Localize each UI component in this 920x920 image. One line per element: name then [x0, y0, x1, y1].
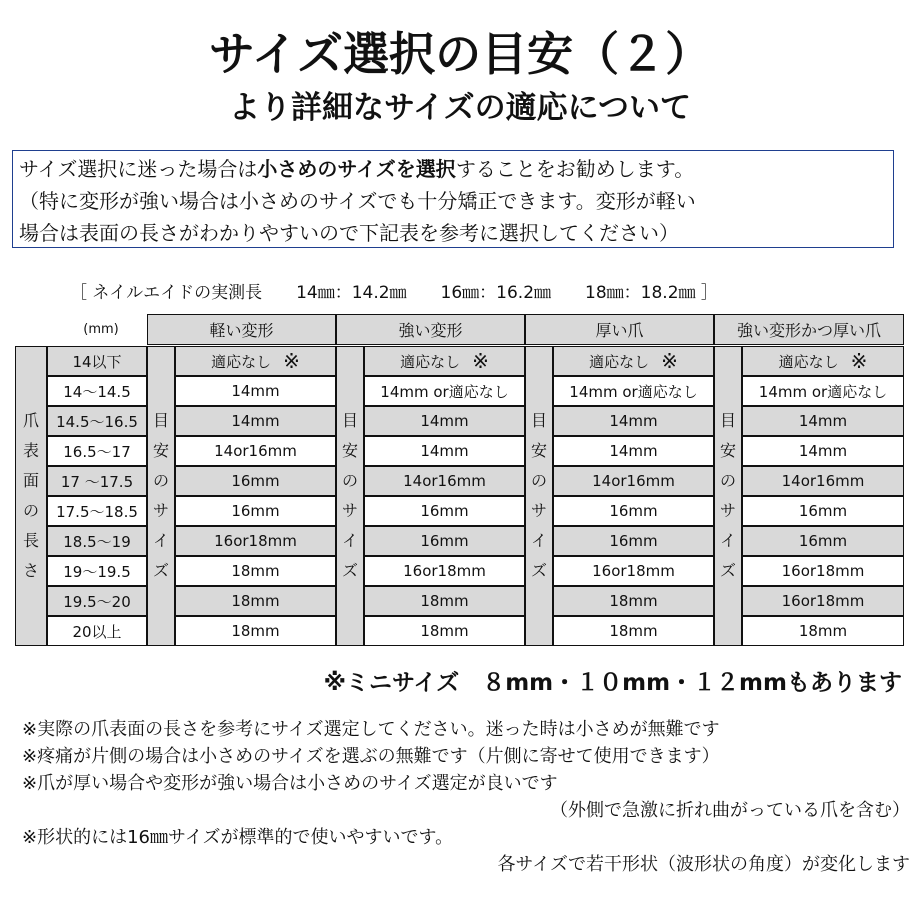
- size-label-char: イ: [152, 531, 169, 550]
- size-label-char: 安: [719, 441, 736, 460]
- size-cell: 16mm: [364, 496, 525, 526]
- side-label-char: さ: [22, 561, 39, 580]
- size-cell: 16or18mm: [364, 556, 525, 586]
- measured-length-line: ［ ネイルエイドの実測長 14㎜：14.2㎜ 16㎜：16.2㎜ 18㎜：18.2㎜ ］: [70, 283, 718, 303]
- side-label: [15, 346, 47, 646]
- size-cell: 14mm: [742, 436, 904, 466]
- size-label-char: ズ: [719, 561, 736, 580]
- length-cell: 14以下: [47, 346, 147, 376]
- size-label-column: [147, 346, 175, 646]
- size-cell: 16or18mm: [742, 586, 904, 616]
- size-cell: 18mm: [742, 616, 904, 646]
- size-label-char: 目: [152, 411, 169, 430]
- length-cell: 14.5～16.5: [47, 406, 147, 436]
- intro-line-1: サイズ選択に迷った場合は小さめのサイズを選択することをお勧めします。: [19, 157, 695, 181]
- length-cell: 19～19.5: [47, 556, 147, 586]
- size-cell: 16mm: [553, 496, 714, 526]
- size-cell: 14or16mm: [553, 466, 714, 496]
- size-label-char: 目: [530, 411, 547, 430]
- size-cell: 16or18mm: [742, 556, 904, 586]
- size-label-char: イ: [719, 531, 736, 550]
- note-mark: ※: [850, 349, 868, 373]
- size-label-char: の: [719, 471, 736, 490]
- category-header: 強い変形かつ厚い爪: [714, 314, 904, 345]
- intro-box: [12, 150, 894, 248]
- size-cell: 18mm: [175, 586, 336, 616]
- side-label-char: 表: [22, 441, 39, 460]
- size-cell: 14mm: [553, 436, 714, 466]
- size-label-char: 目: [719, 411, 736, 430]
- note-line: ※実際の爪表面の長さを参考にサイズ選定してください。迷った時は小さめが無難です: [22, 719, 720, 740]
- size-cell: 14mm: [175, 406, 336, 436]
- side-label-char: 爪: [22, 411, 39, 430]
- size-cell: 18mm: [175, 556, 336, 586]
- note-line: ※形状的には16㎜サイズが標準的で使いやすいです。: [22, 827, 454, 848]
- unit-label: (mm): [55, 314, 147, 345]
- size-label-char: ズ: [530, 561, 547, 580]
- length-cell: 16.5～17: [47, 436, 147, 466]
- size-label-char: サ: [152, 501, 169, 520]
- size-cell: 16mm: [175, 466, 336, 496]
- length-cell: 17 ～17.5: [47, 466, 147, 496]
- size-label-char: 安: [152, 441, 169, 460]
- intro-line-3: 場合は表面の長さがわかりやすいので下記表を参考に選択してください）: [19, 221, 679, 245]
- size-cell: 14mm or適応なし: [553, 376, 714, 406]
- notes: [22, 716, 910, 878]
- size-label-char: 目: [341, 411, 358, 430]
- size-cell: 14mm: [364, 436, 525, 466]
- size-label-char: サ: [341, 501, 358, 520]
- size-cell: 14or16mm: [364, 466, 525, 496]
- note-line: （外側で急激に折れ曲がっている爪を含む）: [550, 800, 910, 821]
- size-cell: 適応なし ※: [742, 346, 904, 376]
- length-cell: 17.5～18.5: [47, 496, 147, 526]
- side-label-char: 長: [22, 531, 39, 550]
- length-cell: 18.5～19: [47, 526, 147, 556]
- size-label-column: [336, 346, 364, 646]
- size-cell: 適応なし ※: [364, 346, 525, 376]
- size-cell: 14mm or適応なし: [364, 376, 525, 406]
- intro-line-2: （特に変形が強い場合は小さめのサイズでも十分矯正できます。変形が軽い: [19, 189, 696, 213]
- note-mark: ※: [661, 349, 678, 373]
- length-cell: 19.5～20: [47, 586, 147, 616]
- size-label-char: イ: [530, 531, 547, 550]
- size-cell: 16mm: [175, 496, 336, 526]
- size-label-char: 安: [341, 441, 358, 460]
- note-mark: ※: [472, 349, 489, 373]
- size-label-char: ズ: [341, 561, 358, 580]
- side-label-char: 面: [22, 471, 39, 490]
- size-label-char: の: [341, 471, 358, 490]
- size-cell: 16mm: [742, 496, 904, 526]
- size-cell: 16mm: [364, 526, 525, 556]
- size-cell: 16mm: [553, 526, 714, 556]
- size-cell: 14mm or適応なし: [742, 376, 904, 406]
- page-subtitle: より詳細なサイズの適応について: [229, 90, 691, 126]
- size-cell: 16or18mm: [175, 526, 336, 556]
- size-label-char: ズ: [152, 561, 169, 580]
- size-cell: 14or16mm: [175, 436, 336, 466]
- page-title: サイズ選択の目安（２）: [208, 27, 712, 81]
- category-header: 厚い爪: [525, 314, 714, 345]
- size-label-char: の: [152, 471, 169, 490]
- size-cell: 18mm: [364, 616, 525, 646]
- size-cell: 14mm: [742, 406, 904, 436]
- category-header: 強い変形: [336, 314, 525, 345]
- note-line: 各サイズで若干形状（波形状の角度）が変化します: [497, 854, 910, 875]
- size-label-char: の: [530, 471, 547, 490]
- size-cell: 14or16mm: [742, 466, 904, 496]
- size-label-char: サ: [530, 501, 547, 520]
- size-cell: 適応なし ※: [553, 346, 714, 376]
- size-cell: 18mm: [553, 616, 714, 646]
- size-label-char: 安: [530, 441, 547, 460]
- size-cell: 16or18mm: [553, 556, 714, 586]
- size-cell: 18mm: [364, 586, 525, 616]
- size-label-column: [525, 346, 553, 646]
- note-line: ※疼痛が片側の場合は小さめのサイズを選ぶの無難です（片側に寄せて使用できます）: [22, 746, 720, 767]
- size-cell: 18mm: [175, 616, 336, 646]
- note-line: ※爪が厚い場合や変形が強い場合は小さめのサイズ選定が良いです: [22, 773, 558, 794]
- size-cell: 14mm: [364, 406, 525, 436]
- size-label-char: イ: [341, 531, 358, 550]
- length-cell: 20以上: [47, 616, 147, 646]
- side-label-char: の: [22, 501, 39, 520]
- size-cell: 適応なし ※: [175, 346, 336, 376]
- size-cell: 14mm: [553, 406, 714, 436]
- size-label-column: [714, 346, 742, 646]
- length-cell: 14～14.5: [47, 376, 147, 406]
- category-header: 軽い変形: [147, 314, 336, 345]
- mini-size-note: ※ミニサイズ ８mm・１０mm・１２mmもあります: [323, 670, 902, 696]
- size-label-char: サ: [719, 501, 736, 520]
- size-cell: 14mm: [175, 376, 336, 406]
- size-cell: 18mm: [553, 586, 714, 616]
- note-mark: ※: [283, 349, 300, 373]
- size-cell: 16mm: [742, 526, 904, 556]
